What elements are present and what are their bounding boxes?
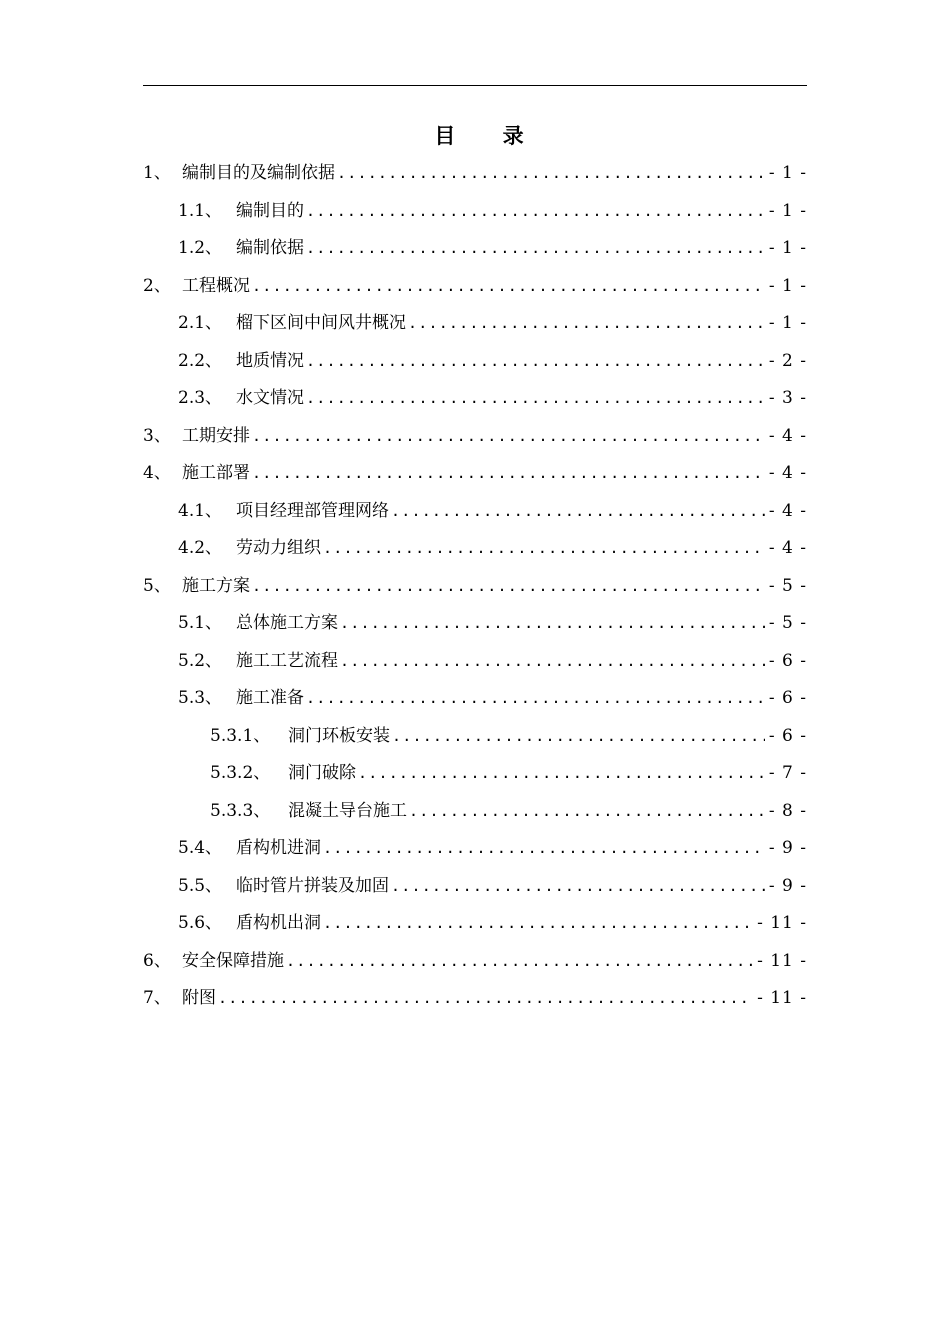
toc-entry-page: - 1 -: [768, 238, 807, 258]
toc-leader-dots: [340, 646, 765, 676]
toc-leader-dots: [337, 158, 765, 188]
toc-entry-page: - 11 -: [757, 913, 807, 933]
toc-entry-page: - 2 -: [768, 350, 807, 371]
toc-entry-page: - 4 -: [768, 425, 807, 446]
toc-entry-title: 编制依据: [236, 238, 304, 258]
toc-entry-number: 7、: [143, 988, 171, 1008]
toc-entry-number: 5.3.1、: [210, 725, 271, 746]
toc-entry-title: 施工准备: [236, 688, 304, 708]
toc-entry[interactable]: [178, 346, 807, 376]
toc-leader-dots: [323, 833, 765, 863]
toc-entry[interactable]: [178, 908, 807, 938]
toc-entry-title: 附图: [182, 988, 216, 1008]
toc-entry-number: 4.1、: [178, 500, 223, 521]
toc-leader-dots: [306, 233, 765, 263]
toc-entry-title: 施工部署: [182, 463, 250, 483]
toc-leader-dots: [306, 196, 765, 226]
toc-leader-dots: [252, 271, 765, 301]
toc-entry-title: 项目经理部管理网络: [236, 500, 389, 521]
toc-entry-page: - 11 -: [757, 988, 807, 1008]
toc-leader-dots: [358, 758, 765, 788]
toc-entry[interactable]: [178, 646, 807, 676]
toc-entry[interactable]: [178, 383, 807, 413]
toc-entry-page: - 9 -: [768, 838, 807, 858]
toc-entry-number: 5.3.2、: [210, 763, 271, 783]
toc-entry[interactable]: [143, 158, 807, 188]
toc-leader-dots: [218, 983, 753, 1013]
toc-entry-page: - 4 -: [768, 463, 807, 483]
toc-entry-title: 编制目的: [236, 200, 304, 221]
toc-entry[interactable]: [178, 308, 807, 338]
toc-leader-dots: [392, 721, 765, 751]
toc-entry-number: 2.2、: [178, 350, 223, 371]
toc-entry-title: 总体施工方案: [236, 613, 338, 633]
toc-entry-title: 混凝土导台施工: [288, 800, 407, 821]
toc-entry-number: 5.4、: [178, 838, 223, 858]
toc-leader-dots: [252, 571, 765, 601]
header-rule: [143, 85, 807, 86]
toc-entry-number: 5.2、: [178, 650, 223, 671]
toc-entry-title: 地质情况: [236, 350, 304, 371]
toc-entry[interactable]: [178, 196, 807, 226]
toc-entry[interactable]: [210, 796, 807, 826]
toc-entry[interactable]: [210, 758, 807, 788]
toc-entry[interactable]: [178, 683, 807, 713]
toc-entry-number: 5、: [143, 575, 171, 596]
toc-entry-title: 工程概况: [182, 275, 250, 296]
toc-title: 目 录: [434, 124, 544, 148]
toc-entry-title: 盾构机进洞: [236, 838, 321, 858]
toc-entry[interactable]: [178, 833, 807, 863]
toc-entry-page: - 6 -: [768, 650, 807, 671]
toc-entry-title: 施工工艺流程: [236, 650, 338, 671]
toc-entry-number: 4、: [143, 463, 171, 483]
toc-entry[interactable]: [178, 233, 807, 263]
toc-leader-dots: [409, 796, 765, 826]
toc-entry-page: - 1 -: [768, 200, 807, 221]
toc-entry-number: 5.3.3、: [210, 800, 271, 821]
toc-entry-number: 6、: [143, 950, 171, 971]
toc-leader-dots: [391, 871, 765, 901]
toc-entry[interactable]: [178, 871, 807, 901]
toc-entry-number: 5.3、: [178, 688, 223, 708]
toc-leader-dots: [391, 496, 765, 526]
toc-entry[interactable]: [143, 421, 807, 451]
toc-entry-page: - 11 -: [757, 950, 807, 971]
toc-entry[interactable]: [143, 571, 807, 601]
toc-entry-number: 5.6、: [178, 913, 223, 933]
toc-entry-title: 水文情况: [236, 388, 304, 408]
toc-entry-page: - 6 -: [768, 725, 807, 746]
toc-leader-dots: [306, 383, 765, 413]
toc-entry-number: 2.3、: [178, 388, 223, 408]
toc-entry-page: - 9 -: [768, 875, 807, 896]
toc-entry-title: 榴下区间中间风井概况: [236, 313, 406, 333]
toc-entry[interactable]: [143, 946, 807, 976]
toc-leader-dots: [306, 683, 765, 713]
toc-leader-dots: [252, 421, 765, 451]
toc-entry-page: - 5 -: [768, 613, 807, 633]
toc-entry[interactable]: [210, 721, 807, 751]
toc-leader-dots: [323, 908, 753, 938]
toc-entry[interactable]: [178, 496, 807, 526]
toc-entry-page: - 3 -: [768, 388, 807, 408]
toc-entry-title: 安全保障措施: [182, 950, 284, 971]
toc-entry[interactable]: [178, 608, 807, 638]
toc-leader-dots: [252, 458, 765, 488]
toc-entry-page: - 7 -: [768, 763, 807, 783]
toc-entry-number: 5.1、: [178, 613, 223, 633]
toc-entry[interactable]: [143, 458, 807, 488]
toc-leader-dots: [306, 346, 765, 376]
toc-entry-page: - 1 -: [768, 163, 807, 183]
toc-entry-page: - 1 -: [768, 313, 807, 333]
toc-entry-page: - 8 -: [768, 800, 807, 821]
toc-entry-page: - 6 -: [768, 688, 807, 708]
toc-entry-number: 1.2、: [178, 238, 223, 258]
toc-entry[interactable]: [143, 983, 807, 1013]
toc-entry-title: 工期安排: [182, 425, 250, 446]
toc-leader-dots: [286, 946, 753, 976]
toc-entry-page: - 4 -: [768, 500, 807, 521]
toc-entry-title: 劳动力组织: [236, 538, 321, 558]
toc-entry-page: - 5 -: [768, 575, 807, 596]
toc-entry-title: 施工方案: [182, 575, 250, 596]
toc-leader-dots: [408, 308, 765, 338]
toc-entry-title: 洞门环板安装: [288, 725, 390, 746]
toc-entry-number: 5.5、: [178, 875, 223, 896]
toc-entry-page: - 4 -: [768, 538, 807, 558]
toc-entry-number: 1、: [143, 163, 171, 183]
toc-entry-title: 洞门破除: [288, 763, 356, 783]
toc-entry-number: 2、: [143, 275, 171, 296]
toc-leader-dots: [323, 533, 765, 563]
toc-leader-dots: [340, 608, 765, 638]
toc-entry-page: - 1 -: [768, 275, 807, 296]
toc-entry[interactable]: [143, 271, 807, 301]
toc-entry-title: 盾构机出洞: [236, 913, 321, 933]
toc-entry-number: 1.1、: [178, 200, 223, 221]
toc-entry-title: 编制目的及编制依据: [182, 163, 335, 183]
toc-entry-number: 3、: [143, 425, 171, 446]
toc-entry[interactable]: [178, 533, 807, 563]
toc-entry-number: 2.1、: [178, 313, 223, 333]
toc-entry-title: 临时管片拼装及加固: [236, 875, 389, 896]
toc-entry-number: 4.2、: [178, 538, 223, 558]
